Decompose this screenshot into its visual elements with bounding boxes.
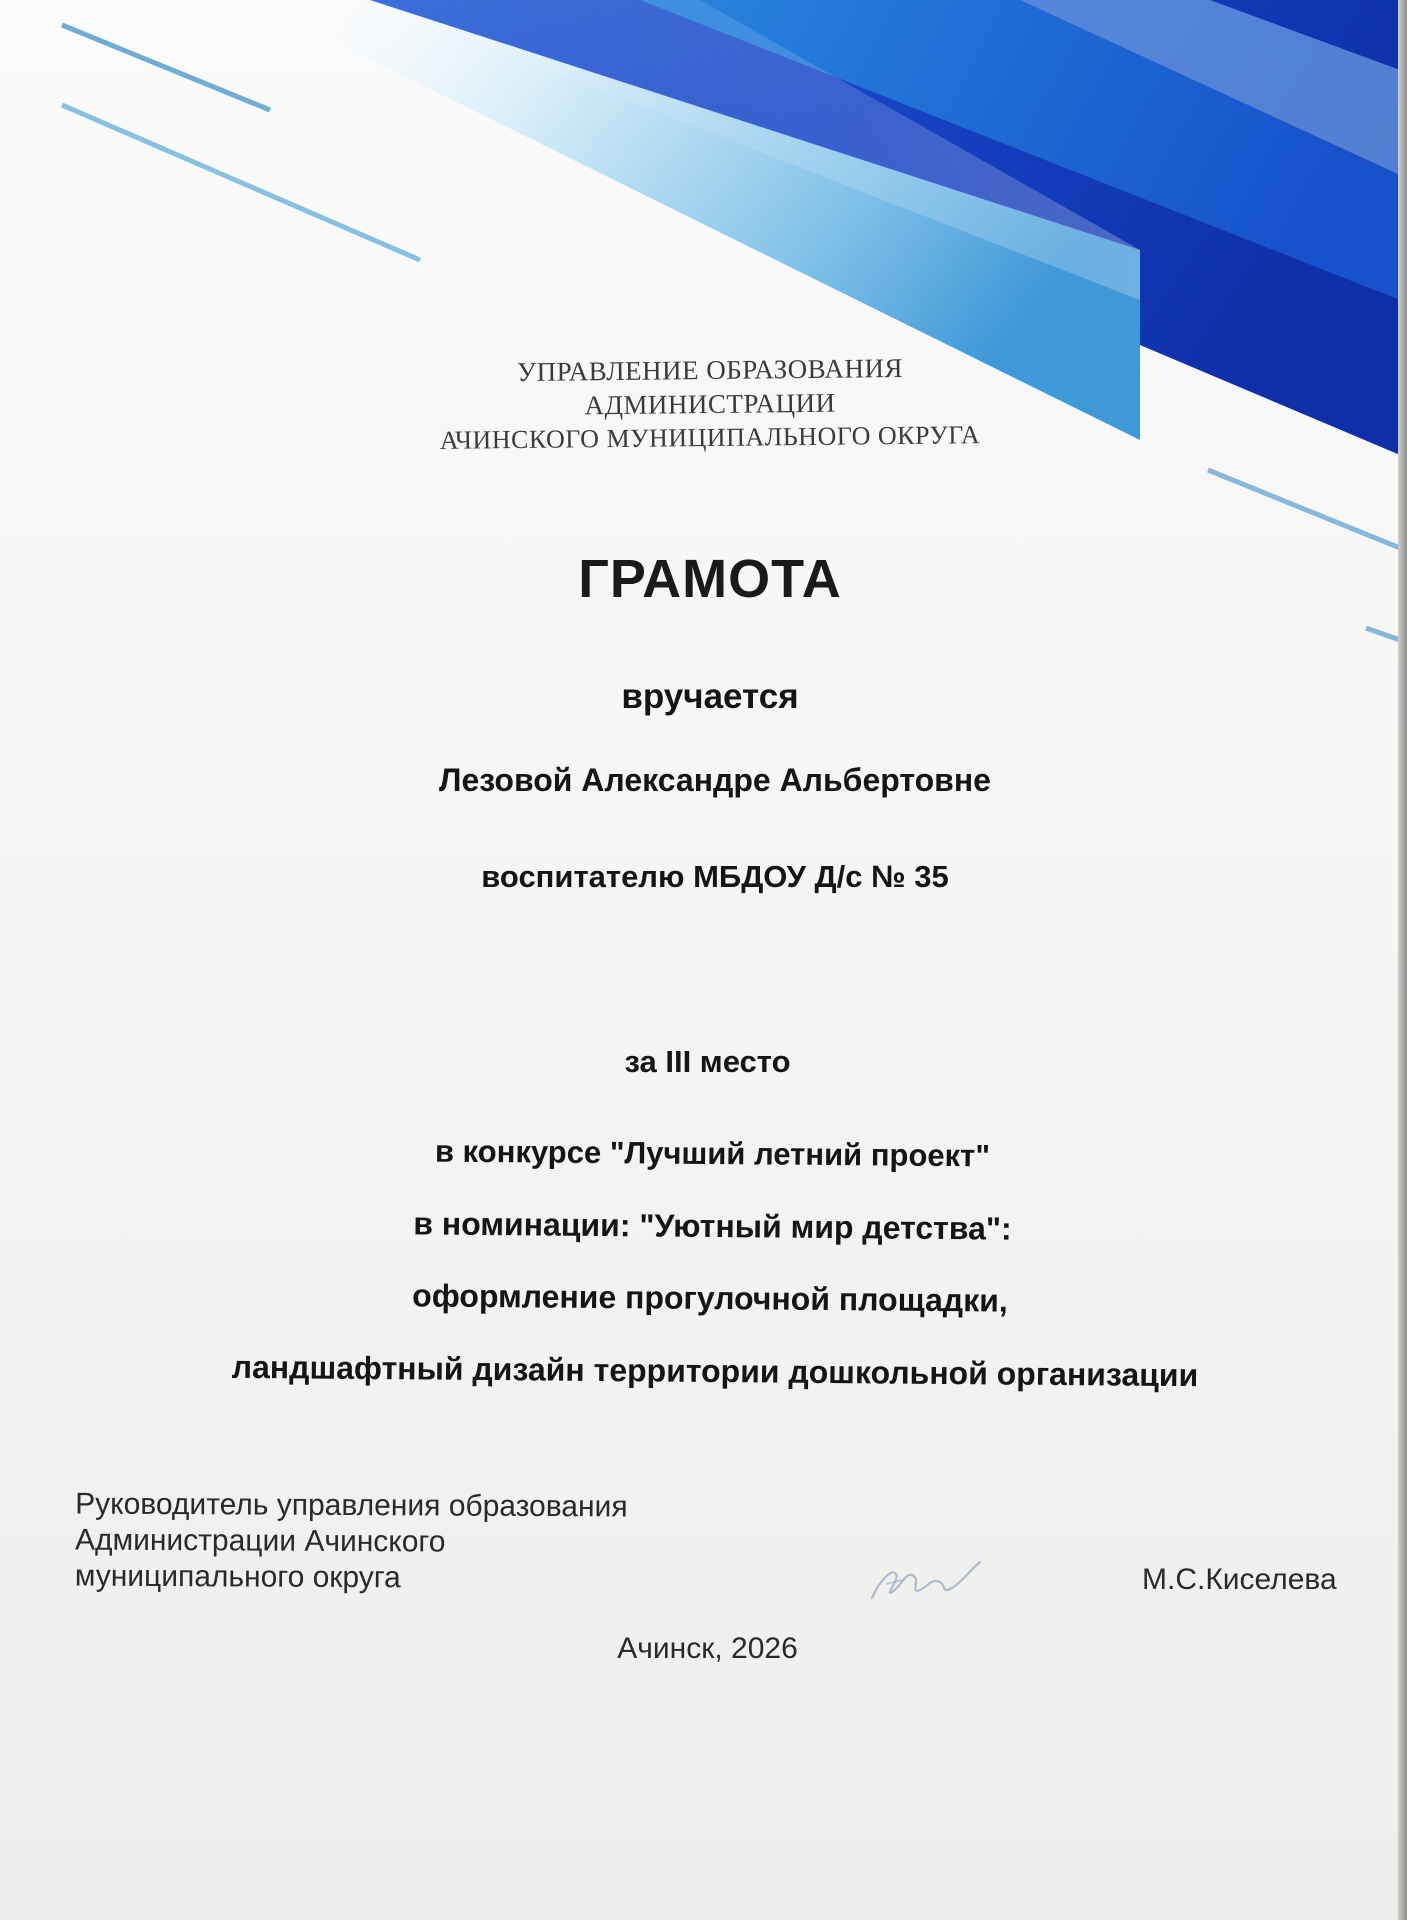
awarded-text: вручается: [621, 677, 799, 716]
paper-edge-shadow: [1398, 0, 1407, 1920]
description-line-2: ландшафтный дизайн территории дошкольной организации: [231, 1348, 1199, 1394]
thin-line-2: [62, 105, 420, 260]
award-place: за III место: [624, 1044, 791, 1079]
contest-name: в конкурсе "Лучший летний проект": [434, 1133, 991, 1174]
header-org-line-3: АЧИНСКОГО МУНИЦИПАЛЬНОГО ОКРУГА: [439, 420, 981, 455]
signatory-title-line-2: Администрации Ачинского: [74, 1523, 446, 1559]
thin-line-3: [1208, 470, 1400, 548]
signatory-title-line-3: муниципального округа: [74, 1559, 401, 1595]
header-org-line-1: УПРАВЛЕНИЕ ОБРАЗОВАНИЯ: [516, 352, 904, 388]
recipient-name: Лезовой Александре Альбертовне: [439, 762, 991, 798]
certificate-title: ГРАМОТА: [578, 549, 842, 609]
signatory-title-line-1: Руководитель управления образования: [75, 1487, 628, 1524]
handwritten-signature: [862, 1540, 992, 1610]
header-org-line-2: АДМИНИСТРАЦИИ: [584, 387, 836, 421]
nomination-name: в номинации: "Уютный мир детства":: [413, 1205, 1012, 1247]
description-line-1: оформление прогулочной площадки,: [412, 1277, 1008, 1319]
city-year: Ачинск, 2026: [617, 1632, 798, 1665]
thin-line-4: [1366, 628, 1400, 640]
signatory-title: [75, 1487, 628, 1598]
thin-line-1: [62, 25, 270, 110]
signatory-name: М.С.Киселева: [1142, 1563, 1337, 1596]
recipient-position: воспитателю МБДОУ Д/с № 35: [481, 859, 949, 894]
